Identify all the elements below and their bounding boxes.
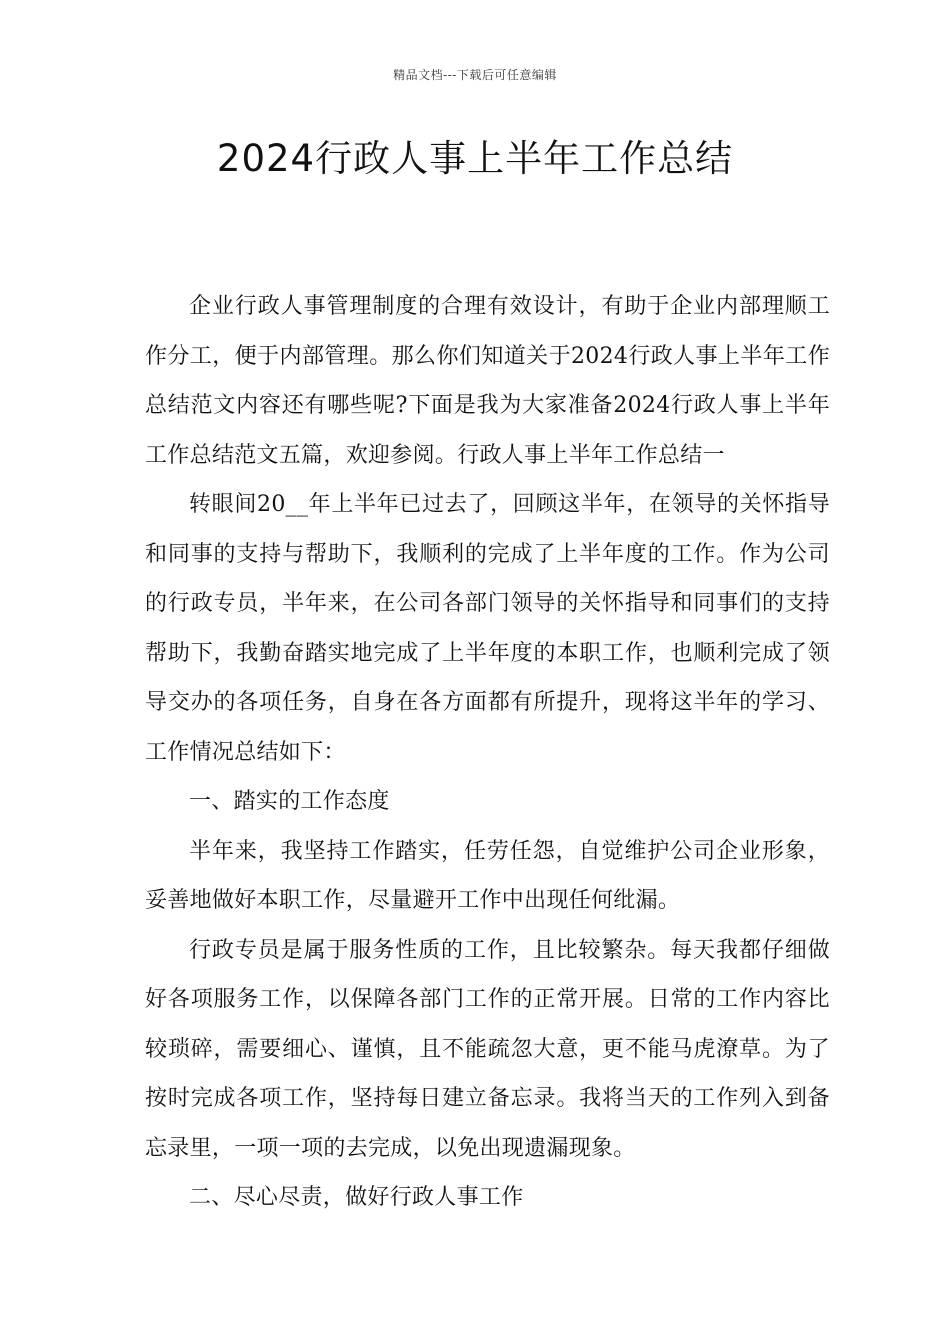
document-body (145, 282, 830, 1223)
admin-duties-paragraph: 行政专员是属于服务性质的工作，且比较繁杂。每天我都仔细做好各项服务工作，以保障各部门工作的正常开展。日常的工作内容比较琐碎，需要细心、谨慎，且不能疏忽大意，更不能马虎潦草。为了按时完成各项工作，坚持每日建立备忘录。我将当天的工作列入到备忘录里，一项一项的去完成，以免出现遗漏现象。 (145, 937, 830, 1161)
document-title: 2024行政人事上半年工作总结 (216, 137, 734, 180)
section-heading-2: 二、尽心尽责，做好行政人事工作 (189, 1185, 524, 1210)
work-attitude-paragraph: 半年来，我坚持工作踏实，任劳任怨，自觉维护公司企业形象，妥善地做好本职工作，尽量避开工作中出现任何纰漏。 (145, 838, 830, 913)
section-heading-1: 一、踏实的工作态度 (189, 789, 390, 814)
summary-paragraph: 转眼间20__年上半年已过去了，回顾这半年，在领导的关怀指导和同事的支持与帮助下，我顺利的完成了上半年度的工作。作为公司的行政专员，半年来，在公司各部门领导的关怀指导和同事们的支持帮助下，我勤奋踏实地完成了上半年度的本职工作，也顺利完成了领导交办的各项任务，自身在各方面都有所提升，现将这半年的学习、工作情况总结如下： (145, 492, 830, 765)
intro-paragraph: 企业行政人事管理制度的合理有效设计，有助于企业内部理顺工作分工，便于内部管理。那么你们知道关于2024行政人事上半年工作总结范文内容还有哪些呢?下面是我为大家准备2024行政人事上半年工作总结范文五篇，欢迎参阅。行政人事上半年工作总结一 (145, 294, 830, 468)
header-note: 精品文档---下载后可任意编辑 (393, 68, 557, 82)
